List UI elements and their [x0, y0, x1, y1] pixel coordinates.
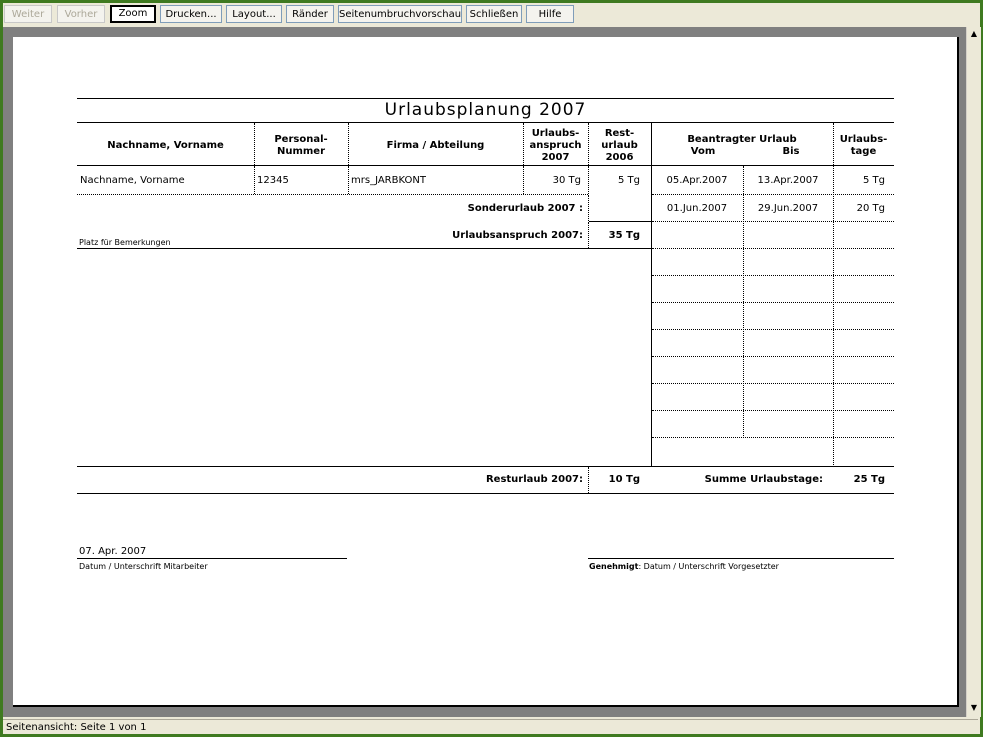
remarks-label: Platz für Bemerkungen [79, 238, 171, 247]
employee-rest: 5 Tg [618, 175, 640, 186]
remaining-value: 10 Tg [608, 474, 640, 485]
header-from: Vom [690, 146, 716, 157]
remarks-top-rule [77, 248, 651, 249]
booking-rule [652, 329, 894, 330]
header-firm: Firma / Abteilung [386, 140, 485, 151]
totals-top-rule [77, 466, 894, 467]
booking-days: 5 Tg [863, 175, 885, 186]
divider [588, 195, 589, 221]
employee-firm: mrs_JARBKONT [351, 175, 426, 186]
booking-rule [652, 194, 894, 195]
claim-total-label: Urlaubsanspruch 2007: [452, 230, 583, 241]
previous-page-button[interactable]: Vorher [57, 5, 105, 23]
remaining-label: Resturlaub 2007: [485, 474, 583, 485]
divider [348, 166, 349, 194]
header-top-rule [77, 122, 894, 123]
header-name: Nachname, Vorname [107, 140, 224, 151]
signature-date: 07. Apr. 2007 [79, 546, 147, 557]
print-preview-toolbar [3, 3, 978, 25]
totals-bottom-rule [77, 493, 894, 494]
scroll-down-icon[interactable]: ▼ [970, 703, 978, 712]
header-personal-2: Nummer [276, 146, 326, 157]
vertical-scrollbar[interactable] [966, 27, 981, 717]
header-claim-3: 2007 [541, 152, 570, 163]
employee-claim: 30 Tg [552, 175, 581, 186]
close-button[interactable]: Schließen [466, 5, 522, 23]
approved-label: Genehmigt [589, 562, 639, 571]
special-leave-label: Sonderurlaub 2007 : [467, 203, 583, 214]
report-title: Urlaubsplanung 2007 [384, 100, 587, 120]
header-days-2: tage [850, 146, 877, 157]
booking-rule [652, 437, 894, 438]
claim-total-value: 35 Tg [608, 230, 640, 241]
layout-button[interactable]: Layout... [226, 5, 282, 23]
header-rest-1: Rest- [604, 128, 635, 139]
header-claim-2: anspruch [529, 140, 582, 151]
booking-rule [652, 248, 894, 249]
booking-rule [652, 221, 894, 222]
supervisor-caption-text: : Datum / Unterschrift Vorgesetzter [638, 562, 779, 571]
booking-rule [652, 356, 894, 357]
page-break-preview-button[interactable]: Seitenumbruchvorschau [338, 5, 462, 23]
employee-number: 12345 [257, 175, 289, 186]
header-rest-2: urlaub [601, 140, 638, 151]
booking-from: 05.Apr.2007 [666, 175, 728, 186]
booking-from: 01.Jun.2007 [666, 203, 728, 214]
booking-rule [652, 275, 894, 276]
margins-button[interactable]: Ränder [286, 5, 334, 23]
header-to: Bis [782, 146, 800, 157]
help-button[interactable]: Hilfe [526, 5, 574, 23]
booking-to: 29.Jun.2007 [757, 203, 819, 214]
print-button[interactable]: Drucken... [160, 5, 222, 23]
zoom-button[interactable]: Zoom [110, 5, 156, 23]
employee-name: Nachname, Vorname [80, 175, 185, 186]
header-bottom-rule [77, 165, 894, 166]
header-personal-1: Personal- [274, 134, 328, 145]
status-bar: Seitenansicht: Seite 1 von 1 [3, 719, 978, 734]
sum-label: Summe Urlaubstage: [704, 474, 823, 485]
next-page-button[interactable]: Weiter [4, 5, 52, 23]
special-leave-rule [589, 221, 651, 222]
header-claim-1: Urlaubs- [531, 128, 580, 139]
header-days-1: Urlaubs- [839, 134, 888, 145]
booking-rule [652, 383, 894, 384]
row-rule [77, 194, 588, 195]
supervisor-signature-caption [589, 561, 779, 573]
sum-value: 25 Tg [853, 474, 885, 485]
booking-rule [652, 410, 894, 411]
report-page [13, 37, 959, 707]
header-requested: Beantragter Urlaub [687, 134, 797, 145]
booking-to: 13.Apr.2007 [757, 175, 819, 186]
scroll-up-icon[interactable]: ▲ [970, 29, 978, 38]
preview-area [3, 27, 966, 717]
booking-days: 20 Tg [856, 203, 885, 214]
employee-signature-line [77, 558, 347, 559]
divider [254, 166, 255, 194]
booking-rule [652, 302, 894, 303]
supervisor-signature-line [588, 558, 894, 559]
employee-signature-caption: Datum / Unterschrift Mitarbeiter [79, 562, 208, 571]
header-rest-3: 2006 [605, 152, 634, 163]
